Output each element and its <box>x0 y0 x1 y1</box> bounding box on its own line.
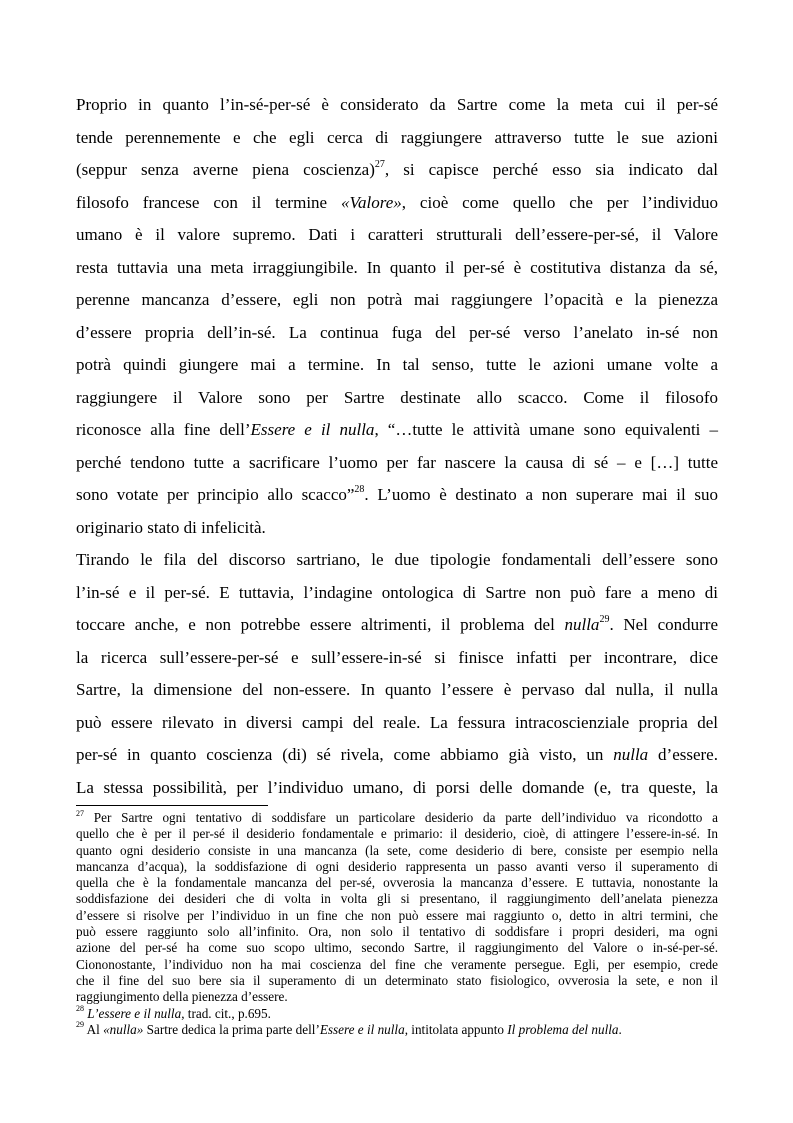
text-line <box>76 414 718 447</box>
footnote-text: che il fine del suo bere sia il superamento di un determinato stato fisiologico, ovverosia la sete, e non il <box>76 972 718 988</box>
text-run: Tirando le fila del discorso sartriano, le due tipologie fondamentali dell’essere sono <box>76 550 718 569</box>
footnote-text: , intitolata appunto <box>404 1021 508 1037</box>
text-run: potrà quindi giungere mai a termine. In tal senso, tutte le azioni umane volte a <box>76 355 718 374</box>
footnote-text: , trad. cit., p.695. <box>181 1005 271 1021</box>
text-run: , cioè come quello che per l’individuo <box>401 192 718 212</box>
footnote-text: . <box>618 1021 622 1037</box>
text-line <box>76 674 718 707</box>
footnote-text: Al <box>84 1021 104 1037</box>
text-line <box>76 219 718 252</box>
text-run: Proprio in quanto l’in-sé-per-sé è considerato da Sartre come la meta cui il per-sé <box>76 95 718 114</box>
italic-title: Essere e il nulla <box>250 420 375 439</box>
text-line <box>76 187 718 220</box>
footnote-ref-27[interactable]: 27 <box>374 159 385 171</box>
text-run: (seppur senza averne piena coscienza) <box>76 160 375 179</box>
footnote-text: Per Sartre ogni tentativo di soddisfare un particolare desiderio da parte dell’individuo va ricondotto a <box>84 810 718 825</box>
footnote-line <box>76 875 718 891</box>
text-line <box>76 707 718 740</box>
text-run: riconosce alla fine dell’ <box>76 420 251 439</box>
text-run: tende perennemente e che egli cerca di raggiungere attraverso tutte le sue azioni <box>76 127 718 147</box>
text-line <box>76 739 718 772</box>
footnote-line <box>76 891 718 907</box>
italic-title: Il problema del nulla <box>507 1021 619 1037</box>
main-text <box>76 89 718 804</box>
footnote-line <box>76 924 718 940</box>
italic-term: nulla <box>564 615 600 634</box>
text-run: . L’uomo è destinato a non superare mai il suo <box>364 485 718 504</box>
text-run: , “…tutte le attività umane sono equivalenti – <box>374 420 718 439</box>
text-line <box>76 317 718 350</box>
text-run: resta tuttavia una meta irraggiungibile. In quanto il per-sé è costitutiva distanza da sé, <box>76 257 718 277</box>
footnote-line <box>76 973 718 989</box>
footnote-ref-28[interactable]: 28 <box>354 484 365 496</box>
footnote-text: raggiungimento della pienezza d’essere. <box>76 989 288 1005</box>
text-run: l’in-sé e il per-sé. E tuttavia, l’indagine ontologica di Sartre non può fare a meno di <box>76 582 718 602</box>
text-line <box>76 642 718 675</box>
footnote-text: quanto ogni desiderio consiste in una mancanza (la sete, come desiderio di bere, consiste per esempio nella <box>76 842 718 858</box>
footnote-text: mancanza d’acqua), la soddisfazione di ogni desiderio rappresenta un passo avanti verso il superamento di <box>76 858 718 874</box>
footnote-27 <box>76 810 718 826</box>
footnote-line <box>76 989 718 1005</box>
footnote-text: quella che è la fondamentale mancanza del per-sé, ovverosia la mancanza d’essere. E tuttavia, nonostante la <box>76 875 718 891</box>
text-line <box>76 479 718 512</box>
text-run: originario stato di infelicità. <box>76 517 266 537</box>
text-line <box>76 512 718 545</box>
footnote-text: quello che è per il per-sé il desiderio fondamentale e primario: il desiderio, cioè, di attingere l’essere-in-sé. In <box>76 826 718 842</box>
footnotes <box>76 810 718 1038</box>
text-line <box>76 772 718 805</box>
footnote-line <box>76 826 718 842</box>
text-run: perenne mancanza d’essere, egli non potrà mai raggiungere l’opacità e la pienezza <box>76 290 718 309</box>
footnote-text: azione del per-sé ha come suo scopo ultimo, secondo Sartre, il raggiungimento del Valore o in-sé-per-sé. <box>76 940 718 956</box>
text-line <box>76 382 718 415</box>
text-run: toccare anche, e non potrebbe essere altrimenti, il problema del <box>76 615 565 634</box>
text-run: filosofo francese con il termine <box>76 192 341 212</box>
text-run: perché tendono tutte a sacrificare l’uomo per far nascere la causa di sé – e […] tutte <box>76 452 718 472</box>
text-line <box>76 154 718 187</box>
footnote-28 <box>76 1006 718 1022</box>
text-run: La stessa possibilità, per l’individuo umano, di porsi delle domande (e, tra queste, la <box>76 777 718 797</box>
footnote-text: soddisfazione dei desideri che di volta in volta gli si presentano, il raggiungimento dell’anelata pienezza <box>76 891 718 907</box>
text-run: sono votate per principio allo scacco” <box>76 485 355 504</box>
text-run: . Nel condurre <box>609 615 718 634</box>
footnote-text: può essere raggiunto solo all’infinito. Ora, non solo il tentativo di soddisfare i propri desideri, ma ogni <box>76 924 718 940</box>
text-run: raggiungere il Valore sono per Sartre destinate allo scacco. Come il filosofo <box>76 387 718 407</box>
text-line <box>76 349 718 382</box>
footnote-divider <box>76 805 268 806</box>
footnote-line <box>76 940 718 956</box>
text-run: umano è il valore supremo. Dati i caratteri strutturali dell’essere-per-sé, il Valore <box>76 225 718 244</box>
footnote-number: 29 <box>76 1020 84 1030</box>
text-run: Sartre, la dimensione del non-essere. In quanto l’essere è pervaso dal nulla, il nulla <box>76 680 718 699</box>
footnote-line <box>76 957 718 973</box>
text-run: d’essere propria dell’in-sé. La continua fuga del per-sé verso l’anelato in-sé non <box>76 322 718 342</box>
text-line <box>76 609 718 642</box>
footnote-text: d’essere si risolve per l’individuo in un fine che non può essere mai raggiunto o, detto in altri termini, che <box>76 907 718 923</box>
italic-term: «nulla» <box>103 1021 144 1037</box>
footnote-line <box>76 843 718 859</box>
text-line <box>76 544 718 577</box>
footnote-ref-29[interactable]: 29 <box>599 614 610 626</box>
text-line <box>76 577 718 610</box>
text-run: d’essere. <box>648 745 718 764</box>
italic-term: «Valore» <box>341 192 402 212</box>
footnote-line <box>76 859 718 875</box>
footnote-number: 28 <box>76 1004 84 1014</box>
footnote-number: 27 <box>76 808 84 818</box>
text-line <box>76 447 718 480</box>
text-line <box>76 122 718 155</box>
italic-title: L’essere e il nulla <box>87 1005 182 1021</box>
footnote-line <box>76 908 718 924</box>
text-run: per-sé in quanto coscienza (di) sé rivela, come abbiamo già visto, un <box>76 745 614 764</box>
footnote-29 <box>76 1022 718 1038</box>
text-run: la ricerca sull’essere-per-sé e sull’essere-in-sé si finisce infatti per incontrare, dice <box>76 647 718 667</box>
text-line <box>76 89 718 122</box>
italic-term: nulla <box>613 745 649 764</box>
footnote-text: Sartre dedica la prima parte dell’ <box>143 1021 320 1037</box>
text-run: , si capisce perché esso sia indicato dal <box>384 160 718 179</box>
text-line <box>76 252 718 285</box>
footnote-text: Ciononostante, l’individuo non ha mai coscienza del fine che veramente persegue. Egli, per esempio, crede <box>76 956 718 972</box>
text-line <box>76 284 718 317</box>
italic-title: Essere e il nulla <box>319 1021 405 1037</box>
text-run: può essere rilevato in diversi campi del reale. La fessura intracoscienziale propria del <box>76 712 718 732</box>
